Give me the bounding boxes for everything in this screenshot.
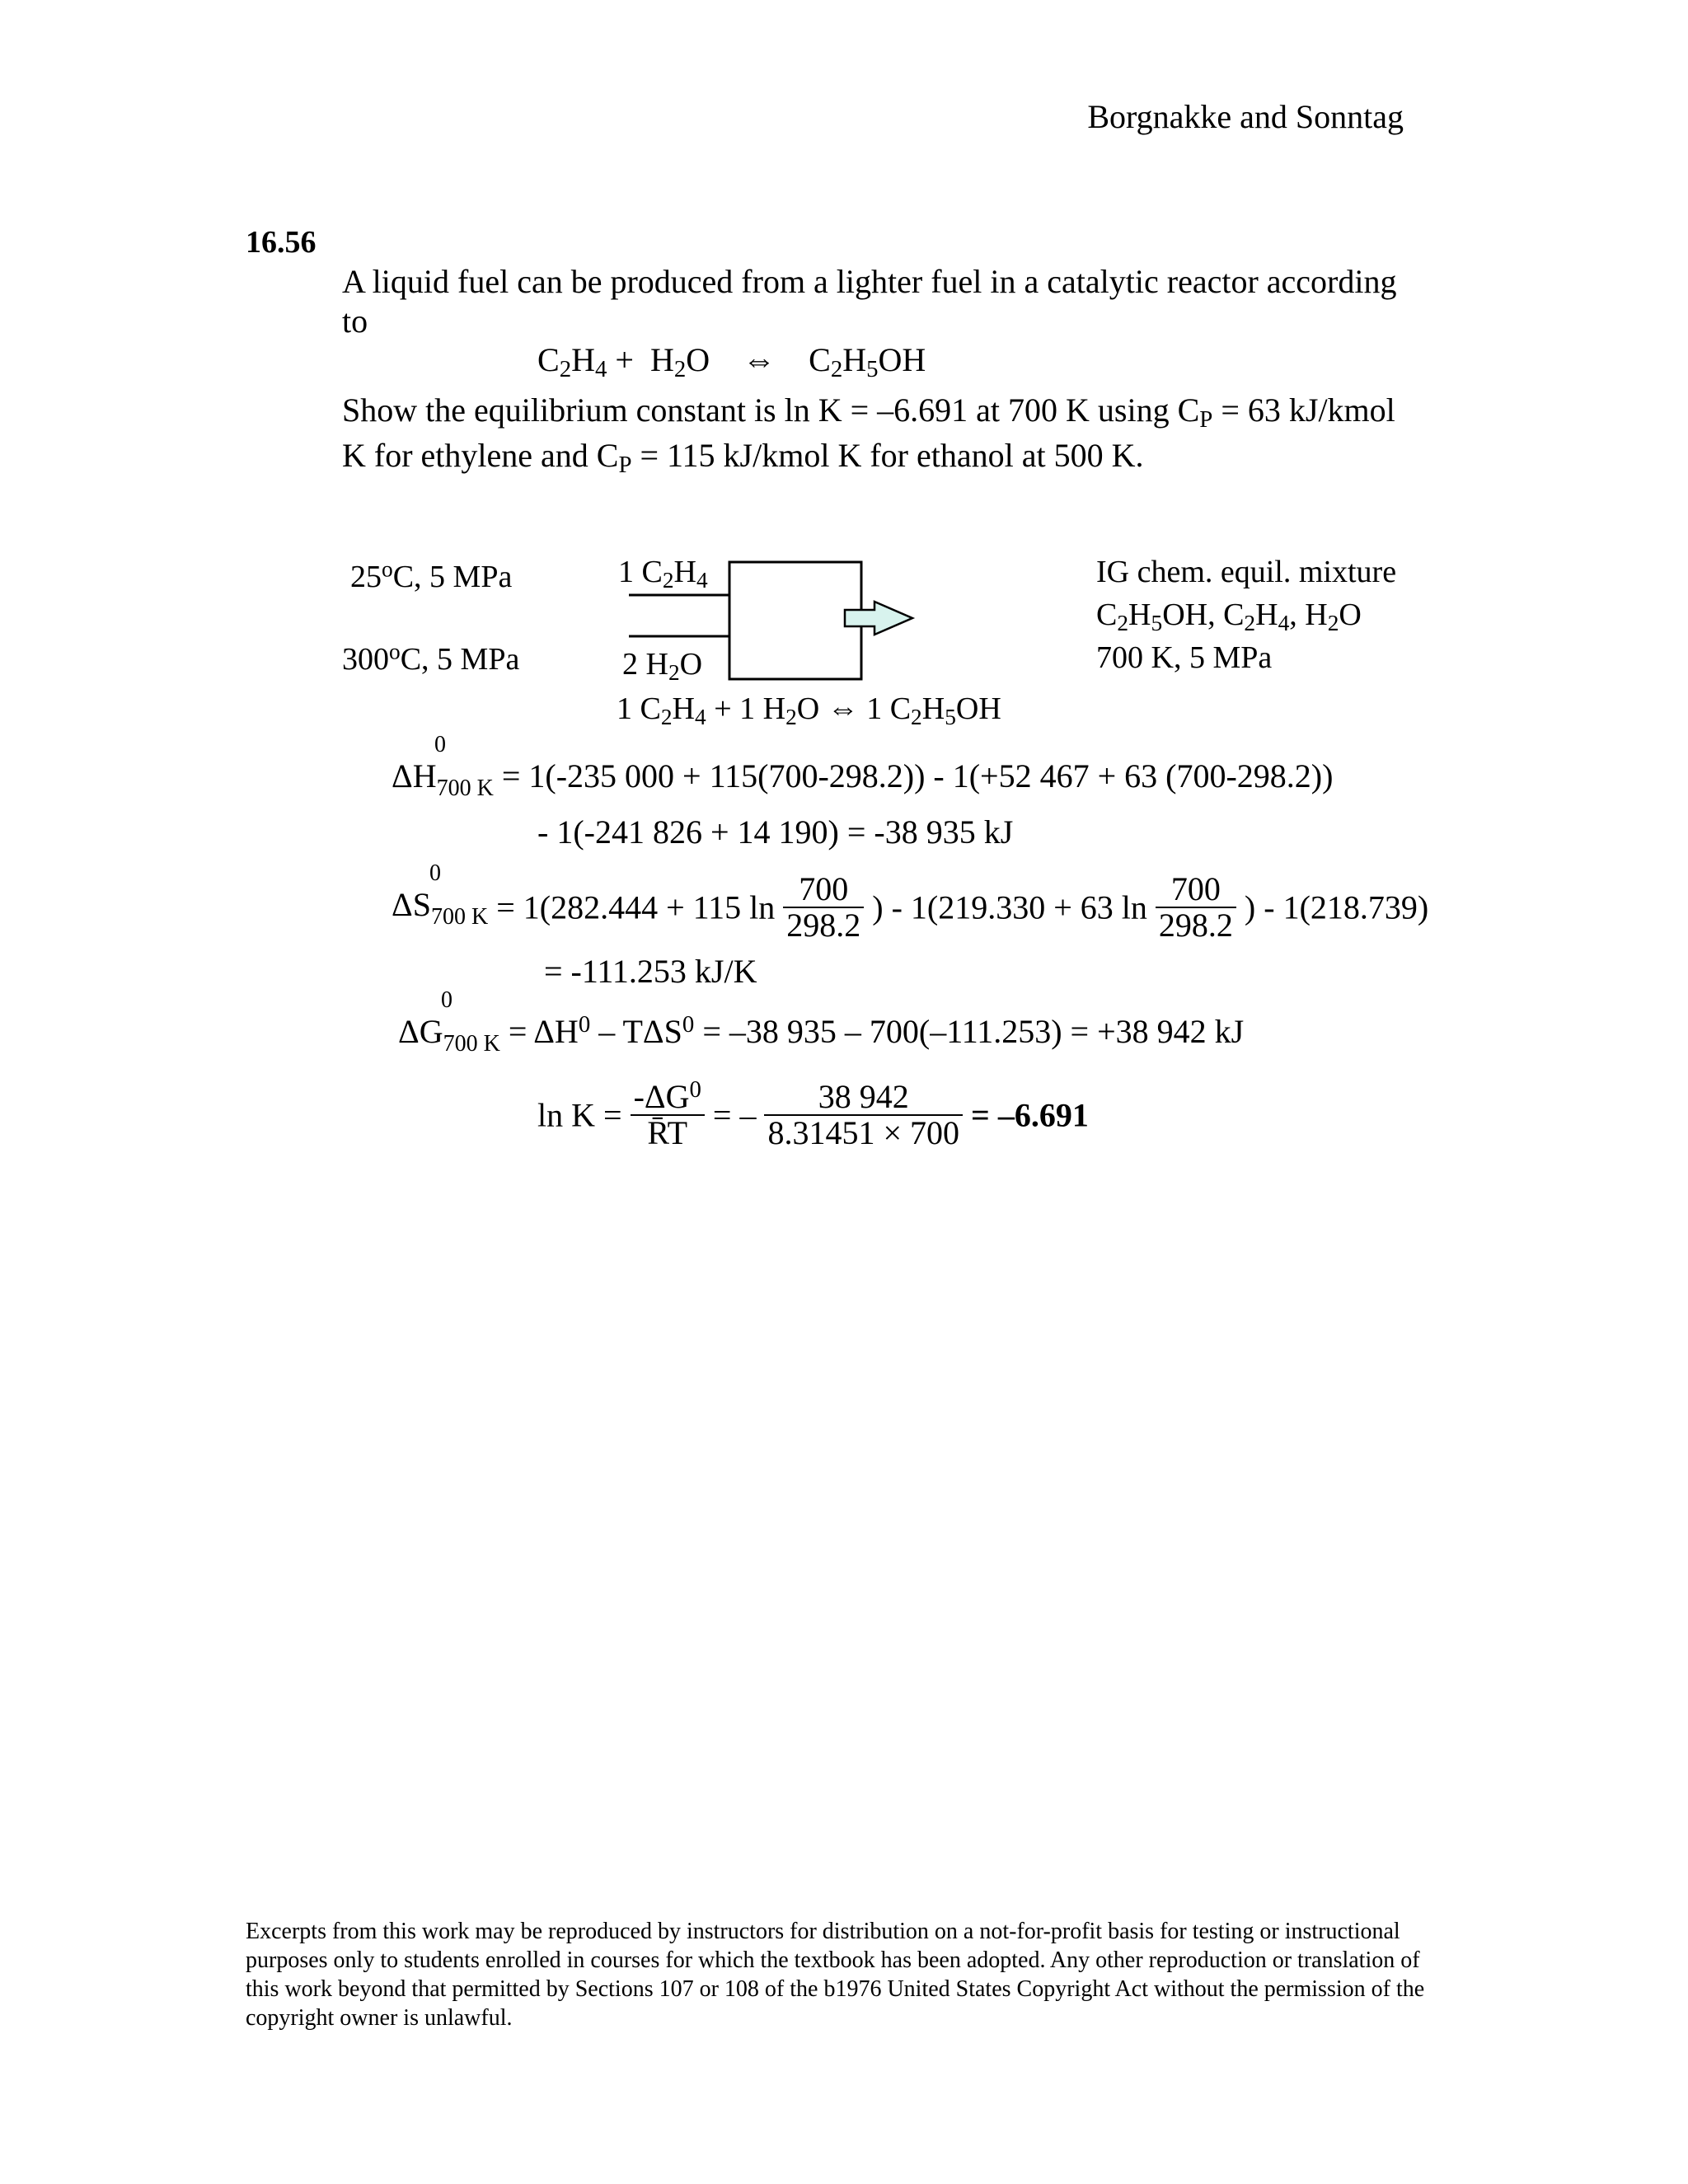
inlet1-label: 1 $C_2H_4$ (618, 555, 708, 593)
outlet-arrow-icon (845, 602, 912, 635)
outlet-description (1096, 551, 1396, 679)
reaction-equation: $C_2H_4 + H_2O$ ⇔ $C_2H_5OH$ (537, 341, 926, 383)
reactor-box (729, 562, 861, 679)
copyright-notice: Excerpts from this work may be reproduced by instructors for distribution on a not-for-profit basis for testing or instructional purposes only to students enrolled in courses for which the textbook has been adopted. Any other reproduction or translation of this work beyond that permitted by Sections 107 or 108 of the b1976 United States Copyright Act without the permission of the copyright owner is unlawful. (246, 1919, 1425, 2031)
header-authors: Borgnakke and Sonntag (1087, 98, 1404, 135)
lnK-line: ln K = $\frac{-\Delta G^0}{R̄T}$ = – $\frac{38 942}{8.31451 \times 700}$ = –6.691 (537, 1076, 1089, 1151)
enthalpy-line-1: ΔH 0 $_{700 K}$ = 1(-235 000 + 115(700-298.2)) - 1(+52 467 + 63 (700-298.2)) (392, 732, 1334, 801)
problem-number: 16.56 (246, 225, 316, 260)
outlet-line-1: IG chem. equil. mixture (1096, 555, 1397, 589)
outlet-line-2: $C_2H_5OH$, $C_2H_4$, $H_2O$ (1096, 598, 1362, 635)
reaction-balanced: 1 $C_2H_4 + 1$ $H_2O$ ⇔ 1 $C_2H_5OH$ (617, 691, 1001, 729)
gibbs-line: ΔG 0 $_{700 K} = \Delta H^0 - T\Delta S^0 = -38$ 935 – 700(–111.253) = +38 942 kJ (398, 987, 1245, 1057)
entropy-result: = -111.253 kJ/K (544, 953, 757, 990)
enthalpy-line-2: - 1(-241 826 + 14 190) = -38 935 kJ (537, 813, 1014, 851)
entropy-line-1: ΔS 0 $_{700 K}$ = 1(282.444 + 115 ln $\frac{700}{298.2}$ ) - 1(219.330 + 63 ln $\frac{700}{298.2}$ ) - 1(218.739) (392, 860, 1429, 944)
inlet2-label: 2 $H_2O$ (622, 647, 703, 685)
inlet1-state: 25$^o$C, 5 MPa (350, 556, 513, 594)
problem-statement: A liquid fuel can be produced from a lighter fuel in a catalytic reactor according to (342, 263, 1397, 340)
problem-statement-continued: Show the equilibrium constant is ln K = –6.691 at 700 K using $C_P = 63$ kJ/kmol K for ethylene and $C_P = 115$ kJ/kmol K for ethanol at 500 K. (342, 391, 1395, 479)
lnK-result: = –6.691 (971, 1096, 1089, 1134)
inlet2-state: 300$^o$C, 5 MPa (342, 639, 520, 677)
reactor-diagram (622, 554, 927, 694)
outlet-line-3: 700 K, 5 MPa (1096, 640, 1273, 675)
